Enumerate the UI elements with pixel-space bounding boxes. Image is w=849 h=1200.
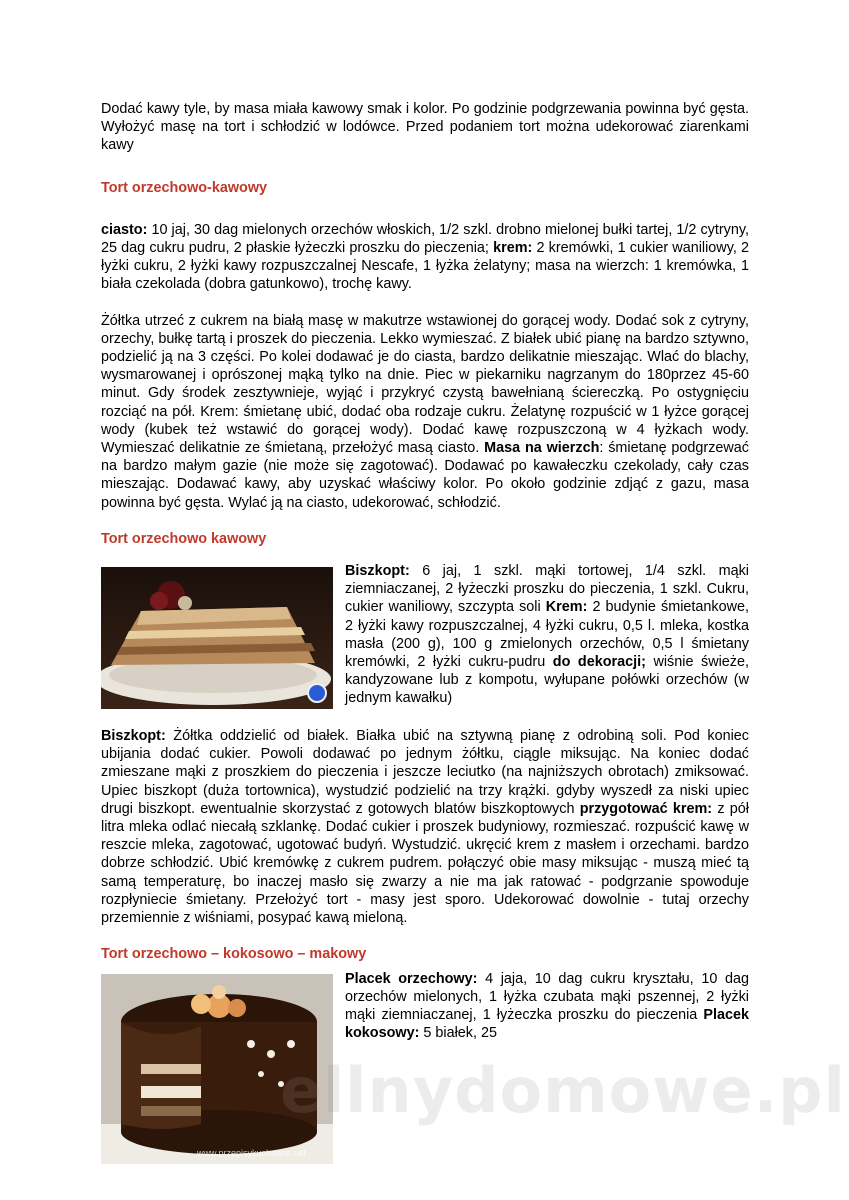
method-label-biszkopt: Biszkopt: bbox=[101, 728, 166, 745]
text-placek-orzechowy: 4 jaja, 10 dag cukru kryształu, 10 dag orzechów mielonych, 1 łyżka czubata mąki pszennej, 2 łyżki mąki ziemniaczanej, 1 łyżeczka proszku do pieczenia bbox=[345, 970, 749, 1023]
photo-caption: www.przepisykuchenne.net bbox=[197, 1147, 307, 1158]
watermark-text: ellnydomowe.pl bbox=[280, 1054, 846, 1127]
cake-photo-2-image bbox=[101, 974, 333, 1164]
recipe2-method bbox=[101, 727, 749, 927]
recipe1-ingredients bbox=[101, 221, 749, 294]
recipe2-figure-block bbox=[101, 562, 749, 708]
recipe1-method bbox=[101, 312, 749, 512]
intro-paragraph: Dodać kawy tyle, by masa miała kawowy smak i kolor. Po godzinie podgrzewania powinna być gęsta. Wyłożyć masę na tort i schłodzić w lodówce. Przed podaniem tort można udekorować ziarenkami kawy bbox=[101, 101, 749, 154]
label-masa-na-wierzch: Masa na wierzch bbox=[484, 440, 600, 457]
text-dekoracji: wiśnie świeże, kandyzowane lub z kompotu, wyłupane połówki orzechów (w jednym kawałku) bbox=[345, 654, 749, 707]
label-biszkopt: Biszkopt: bbox=[345, 563, 410, 580]
label-placek-orzechowy: Placek orzechowy: bbox=[345, 970, 478, 987]
text-placek-kokosowy: 5 białek, 25 bbox=[419, 1025, 497, 1042]
cake-photo-1 bbox=[101, 567, 333, 709]
label-krem: krem: bbox=[493, 240, 533, 257]
recipe2-method-part2: z pół litra mleka odlać niecałą szklankę. Dodać cukier i proszek budyniowy, rozmieszać. rozpuścić kawę w reszcie mleka, zagotować, ugotować budyń. Wystudzić. ukręcić krem z masłem i orzechami. bardzo dobrze schłodzić. Ubić kremówkę z cukrem pudrem. połączyć obie masy miksując - muszą mieć tą samą temperaturę, bo inaczej masło się zwarzy a nie ma jak ratować - podgrzanie spowoduje rozpłyniecie śmietany. Przełożyć tort - masy jest sporo. Udekorować dowolnie - tutaj orzechy przemiennie z wiśniami, posypać kawą mieloną. bbox=[101, 800, 749, 927]
recipe2-method-part1: Żółtka oddzielić od białek. Białka ubić na sztywną pianę z odrobiną soli. Pod koniec ubijania dodać cukier. Powoli dodawać po jednym żółtku, ciągle miksując. Na koniec dodać zmieszane mąki z proszkiem do pieczenia i jeszcze leciutko (na najniższych obrotach) zmiksować. Upiec biszkopt (duża tortownica), wystudzić podzielić na trzy krążki. gdyby wyszedł za niski upiec drugi biszkopt. ewentualnie skorzystać z gotowych blatów biszkoptowych bbox=[101, 728, 749, 817]
cake-photo-2 bbox=[101, 974, 333, 1164]
ingredients-krem: 2 kremówki, 1 cukier waniliowy, 2 łyżki cukru, 2 łyżki kawy rozpuszczalnej Nescafe, 1 łyżka żelatyny; masa na wierzch: 1 kremówka, 1 biała czekolada (dobra gatunkowo), trochę kawy. bbox=[101, 240, 749, 293]
label-placek-kokosowy: Placek kokosowy: bbox=[345, 1006, 749, 1042]
ingredients-ciasto: 10 jaj, 30 dag mielonych orzechów włoskich, 1/2 szkl. drobno mielonej bułki tartej, 1/2 cytryny, 25 dag cukru pudru, 2 płaskie łyżeczki proszku do pieczenia; bbox=[101, 221, 749, 257]
method-part2: : śmietanę podgrzewać na bardzo małym gazie (nie może się zagotować). Dodawać po kawałeczku czekolady, cały czas mieszając. Dodawać kawy, aby uzyskać właściwy kolor. Po około godzinie zdjąć z gazu, masa powinna być gęsta. Wylać ją na ciasto, udekorować, schłodzić. bbox=[101, 440, 750, 511]
document-page bbox=[101, 100, 749, 1164]
label-dekoracji: do dekoracji; bbox=[552, 654, 646, 671]
text-krem: 2 budynie śmietankowe, 2 łyżki kawy rozpuszczalnej, 4 łyżki cukru, 0,5 l. mleka, kostka masła (200 g), 100 g zmielonych orzechów, 0,5 l śmietany kremówki, 2 łyżki cukru-pudru bbox=[345, 599, 749, 671]
method-label-krem: przygotować krem: bbox=[579, 800, 713, 817]
text-biszkopt: 6 jaj, 1 szkl. mąki tortowej, 1/4 szkl. mąki ziemniaczanej, 2 łyżeczki proszku do pieczenia, 1 szkl. Cukru, cukier waniliowy, szczypta soli bbox=[345, 563, 749, 616]
method-part1: Żółtka utrzeć z cukrem na białą masę w makutrze wstawionej do gorącej wody. Dodać sok z cytryny, orzechy, bułkę tartą i proszek do pieczenia. Lekko wymieszać. Z białek ubić pianę na bardzo sztywno, podzielić ją na 3 części. Po kolei dodawać je do ciasta, bardzo delikatnie mieszając. Wlać do blachy, wysmarowanej i oprószonej mąką tylko na dnie. Piec w piekarniku nagrzanym do 180przez 45-60 minut. Gdy środek zesztywnieje, wyjąć i przykryć czystą bawełnianą ściereczką. Po ostygnięciu rozciąć na pół. Krem: śmietanę ubić, dodać oba rodzaje cukru. Żelatynę rozpuścić w 1 łyżce gorącej wody (kubek też wstawić do gorącej wody). Dodać kawę rozpuszczoną w 4 łyżkach wody. Wymieszać delikatnie ze śmietaną, przełożyć masą ciasto. bbox=[101, 312, 749, 457]
label-ciasto: ciasto: bbox=[101, 221, 148, 238]
zoom-icon bbox=[307, 683, 327, 703]
recipe1-title: Tort orzechowo-kawowy bbox=[101, 179, 268, 196]
recipe3-title: Tort orzechowo – kokosowo – makowy bbox=[101, 946, 367, 963]
cake-photo-1-image bbox=[101, 567, 333, 709]
label-krem-2: Krem: bbox=[545, 599, 588, 616]
recipe2-title: Tort orzechowo kawowy bbox=[101, 530, 267, 547]
